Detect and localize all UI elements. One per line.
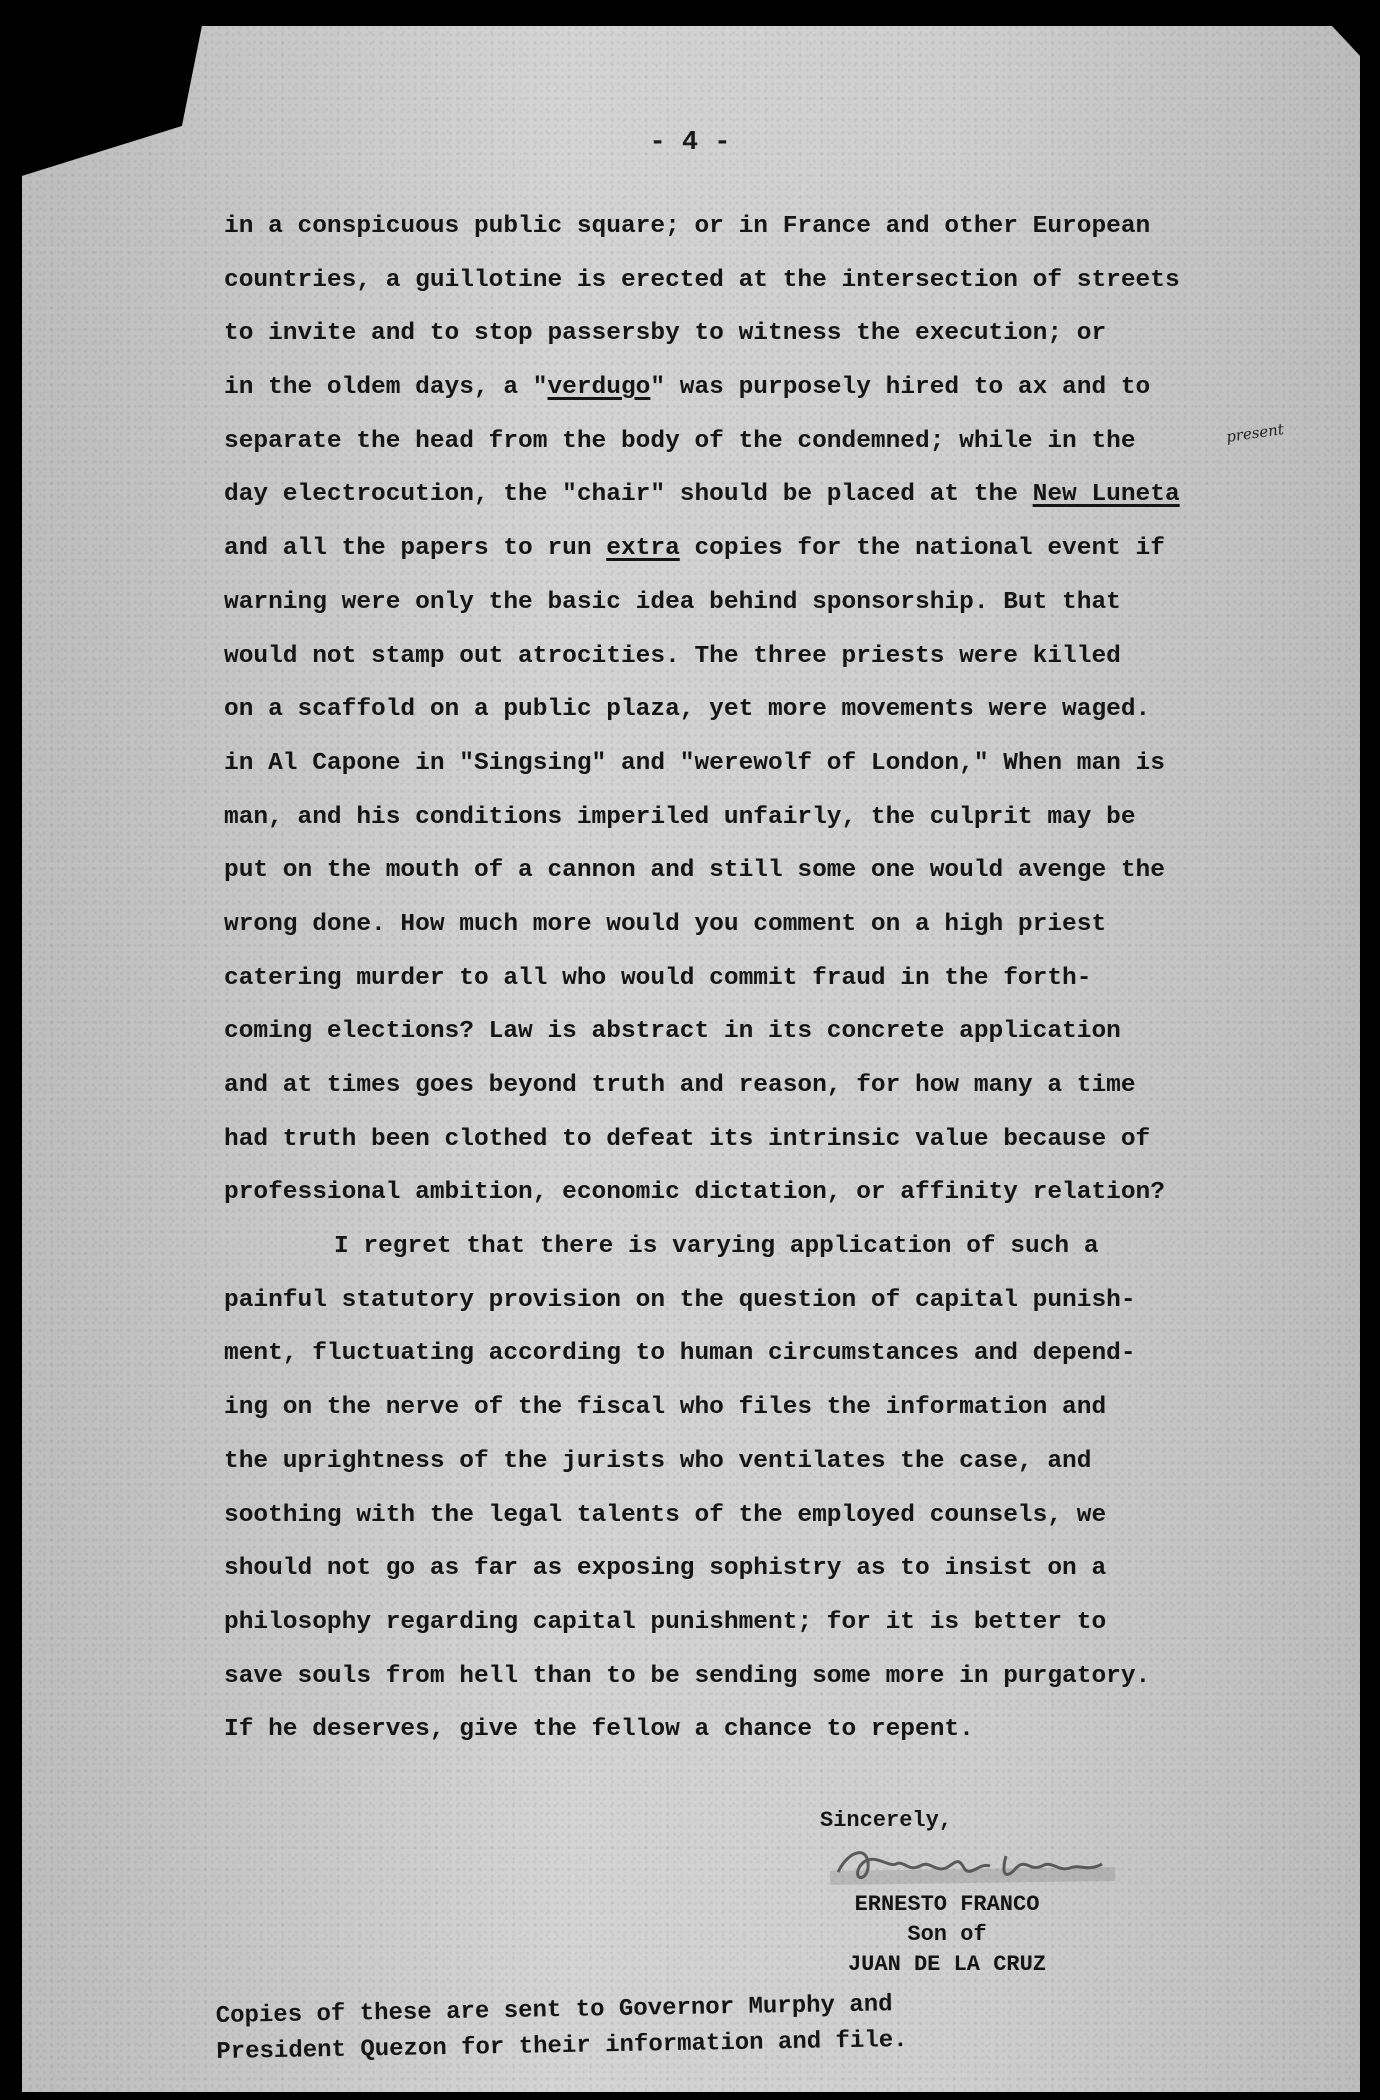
- text-line: save souls from hell than to be sending some more in purgatory.: [224, 1662, 1151, 1690]
- copies-note: [215, 1987, 907, 2071]
- text-line: philosophy regarding capital punishment; for it is better to: [224, 1608, 1107, 1636]
- text-line: painful statutory provision on the question of capital punish-: [224, 1286, 1136, 1314]
- text-line: ment, fluctuating according to human circumstances and depend-: [224, 1340, 1136, 1368]
- text-line: in a conspicuous public square; or in France and other European: [224, 213, 1151, 240]
- text-line: had truth been clothed to defeat its intrinsic value because of: [224, 1125, 1151, 1153]
- text-line: catering murder to all who would commit fraud in the forth-: [224, 964, 1092, 992]
- text-line: and at times goes beyond truth and reason, for how many a time: [224, 1072, 1136, 1099]
- handwritten-signature: [830, 1838, 1120, 1890]
- text-line: soothing with the legal talents of the employed counsels, we: [224, 1501, 1107, 1529]
- text-line: If he deserves, give the fellow a chance to repent.: [224, 1716, 974, 1744]
- signature-block: [832, 1890, 1062, 1980]
- text-line: to invite and to stop passersby to witness the execution; or: [224, 320, 1107, 348]
- signature-line: ERNESTO FRANCO: [854, 1892, 1040, 1917]
- underlined-text: extra: [606, 535, 680, 563]
- text-line: put on the mouth of a cannon and still some one would avenge the: [224, 857, 1165, 885]
- text-line: in Al Capone in "Singsing" and "werewolf of London," When man is: [224, 749, 1165, 777]
- handwritten-margin-note: present: [1225, 420, 1285, 446]
- text-line: coming elections? Law is abstract in its concrete application: [224, 1018, 1121, 1046]
- text-line: professional ambition, economic dictation, or affinity relation?: [224, 1179, 1165, 1207]
- text-segment: " was purposely hired to ax and to: [650, 374, 1151, 402]
- text-line: on a scaffold on a public plaza, yet more movements were waged.: [224, 696, 1151, 724]
- text-segment: in the oldem days, a ": [224, 374, 548, 402]
- letter-body: [224, 200, 1284, 1757]
- text-line: [224, 468, 1284, 522]
- text-line: wrong done. How much more would you comment on a high priest: [224, 910, 1107, 938]
- text-line: the uprightness of the jurists who ventilates the case, and: [224, 1447, 1092, 1475]
- text-line: ing on the nerve of the fiscal who files the information and: [224, 1394, 1107, 1422]
- copies-line: Copies of these are sent to Governor Murphy and: [215, 1991, 893, 2031]
- text-segment: day electrocution, the "chair" should be placed at the: [224, 481, 1033, 509]
- copies-line: President Quezon for their information and file.: [216, 2026, 908, 2067]
- page-number: - 4 -: [649, 128, 731, 158]
- text-segment: and all the papers to run: [224, 535, 607, 563]
- text-line: should not go as far as exposing sophistry as to insist on a: [224, 1555, 1107, 1583]
- text-segment: I regret that there is varying application of such a: [334, 1233, 1099, 1261]
- signature-line: Son of: [907, 1922, 987, 1947]
- text-line: would not stamp out atrocities. The three priests were killed: [224, 642, 1121, 670]
- text-line: man, and his conditions imperiled unfairly, the culprit may be: [224, 803, 1136, 831]
- underlined-text: New Luneta: [1032, 481, 1180, 509]
- signature-line: JUAN DE LA CRUZ: [847, 1952, 1047, 1977]
- underlined-text: verdugo: [547, 374, 651, 402]
- text-line: [224, 1220, 1284, 1274]
- text-line: countries, a guillotine is erected at the intersection of streets: [224, 266, 1180, 294]
- text-line: [224, 522, 1284, 576]
- text-segment: copies for the national event if: [679, 535, 1165, 563]
- text-line: warning were only the basic idea behind sponsorship. But that: [224, 588, 1121, 616]
- text-line: [224, 361, 1284, 415]
- text-line: separate the head from the body of the condemned; while in the: [224, 427, 1136, 455]
- closing-salutation: Sincerely,: [820, 1808, 953, 1833]
